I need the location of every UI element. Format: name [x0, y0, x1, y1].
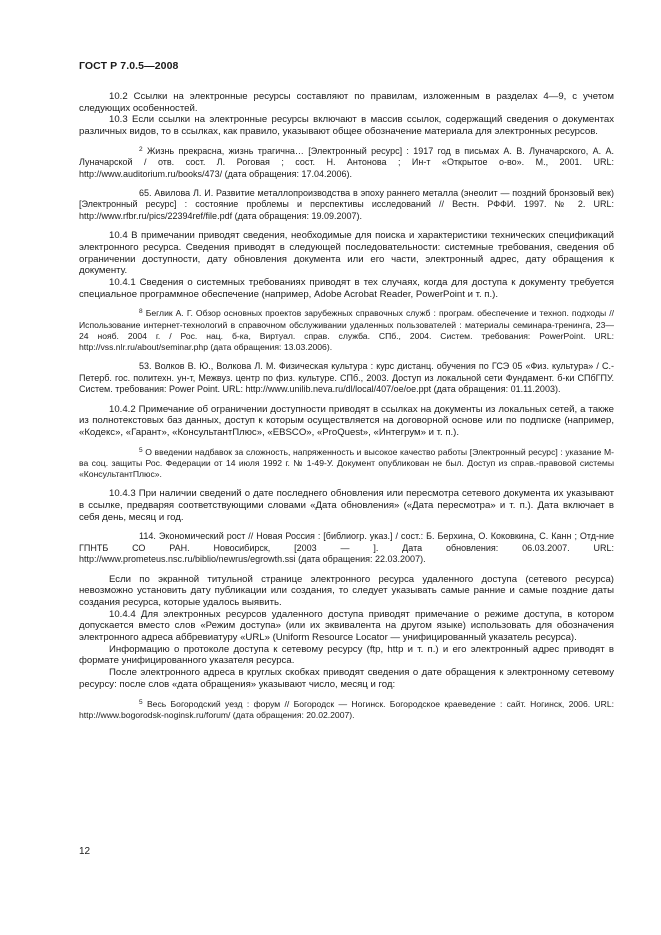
example-block — [79, 188, 614, 222]
example-text: О введении надбавок за сложность, напряженность и высокое качество работы [Электронный ресурс] : указание М-ва соц. защиты Рос. Федерации от 14 июля 1992 г. № 1-49-У. Документ опубликован не был. Доступ из справ.-правовой системы «КонсультантПлюс». — [79, 446, 614, 480]
footnote-marker: 5 — [139, 698, 143, 706]
example-block — [79, 447, 614, 481]
example-text: Жизнь прекрасна, жизнь трагична… [Электронный ресурс] : 1917 год в письмах А. В. Луначарского, А. А. Луначарской / отв. сост. Л. Роговая ; сост. Н. Антонова ; Ин-т «Открытое о-во». М., 2001. URL: http://www.auditorium.ru/books/473/ (дата обращения: 17.04.2006). — [79, 145, 614, 179]
paragraph-dates: Если по экранной титульной странице электронного ресурса удаленного доступа (сетевого ресурса) невозможно установить дату публикации или создания, то следует указывать самые ранние и самые поздние даты создания ресурса, которые удалось выявить. — [79, 573, 614, 608]
example-2: 65. Авилова Л. И. Развитие металлопроизводства в эпоху раннего металла (энеолит — поздний бронзовый век) [Электронный ресурс] : состояние проблемы и перспективы исследований // Вестн. РФФИ. 1997. № 2. URL: http://www.rfbr.ru/pics/22394ref/file.pdf (дата обращения: 19.09.2007). — [79, 188, 614, 221]
example-block — [79, 361, 614, 395]
paragraph-access-date: После электронного адреса в круглых скобках приводят сведения о дате обращения к электронному сетевому ресурсу: после слов «дата обращения» указывают число, месяц и год: — [79, 667, 614, 690]
page-number: 12 — [79, 846, 91, 857]
example-3 — [79, 308, 614, 353]
footnote-marker: 2 — [139, 145, 143, 153]
example-text: Весь Богородский уезд : форум // Богородск — Ногинск. Богородское краеведение : сайт. Ногинск, 2006. URL: http://www.bogorodsk-noginsk.ru/forum/ (дата обращения: 20.02.2007). — [79, 698, 614, 720]
footnote-marker: 5 — [139, 446, 143, 454]
footnote-marker: 8 — [139, 308, 143, 316]
paragraph-10-4-1: 10.4.1 Сведения о системных требованиях приводят в тех случаях, когда для доступа к документу требуется специальное программное обеспечение (например, Adobe Acrobat Reader, PowerPoint и т. п.). — [79, 277, 614, 300]
paragraph-10-4-3: 10.4.3 При наличии сведений о дате последнего обновления или пересмотра сетевого документа их указывают в ссылке, предваряя соответствующими словами «Дата обновления» («Дата пересмотра» и т. п.). Дата включает в себя день, месяц и год. — [79, 488, 614, 523]
paragraph-10-2: 10.2 Ссылки на электронные ресурсы составляют по правилам, изложенным в разделах 4—9, с учетом следующих особенностей. — [79, 91, 614, 114]
paragraph-10-4: 10.4 В примечании приводят сведения, необходимые для поиска и характеристики технических спецификаций электронного ресурса. Сведения приводят в следующей последовательности: системные требования, сведения об ограничении доступности, дату обновления документа или его части, электронный адрес, дату обращения к документу. — [79, 230, 614, 277]
example-5 — [79, 447, 614, 481]
page-header: ГОСТ Р 7.0.5—2008 — [79, 60, 179, 72]
paragraph-10-4-2: 10.4.2 Примечание об ограничении доступности приводят в ссылках на документы из локальных сетей, а также из полнотекстовых баз данных, доступ к которым осуществляется на договорной основе или по подписке (например, «Кодекс», «Гарант», «КонсультантПлюс», «EBSCO», «ProQuest», «Интегрум» и т. п.). — [79, 403, 614, 438]
example-1 — [79, 146, 614, 180]
example-6: 114. Экономический рост // Новая Россия : [библиогр. указ.] / сост.: Б. Берхина, О. Коковкина, С. Канн ; Отд-ние ГПНТБ СО РАН. Новосибирск, [2003 — ]. Дата обновления: 06.03.2007. URL: http://www.prometeus.nsc.ru/biblio/newrus/egrowth.ssi (дата обращения: 22.03.2007). — [79, 531, 614, 565]
example-text: Беглик А. Г. Обзор основных проектов зарубежных справочных служб : програм. обеспечение и техноп. подходы // Использование интернет-технологий в справочном обслуживании удаленных пользователей : материалы семинара-тренинга, 23—24 нояб. 2004 г. / Рос. нац. б-ка, Виртуал. справ. служба. СПб., 2004. Систем. требования: PowerPoint. URL: http://vss.nlr.ru/about/seminar.php (дата обращения: 13.03.2006). — [79, 308, 614, 353]
document-body — [79, 91, 614, 729]
example-block — [79, 531, 614, 565]
example-block — [79, 146, 614, 180]
paragraph-protocol: Информацию о протоколе доступа к сетевому ресурсу (ftp, http и т. п.) и его электронный адрес приводят в формате унифицированного указателя ресурса. — [79, 643, 614, 667]
paragraph-10-3: 10.3 Если ссылки на электронные ресурсы включают в массив ссылок, содержащий сведения о документах различных видов, то в ссылках, как правило, указывают общее обозначение материала для электронных ресурсов. — [79, 114, 614, 138]
example-4: 53. Волков В. Ю., Волкова Л. М. Физическая культура : курс дистанц. обучения по ГСЭ 05 «Физ. культура» / С.-Петерб. гос. политехн. ун-т, Межвуз. центр по физ. культуре. СПб., 2003. Доступ из локальной сети Фундамент. б-ки СПбГПУ. Систем. требования: Power Point. URL: http://www.unilib.neva.ru/dl/local/407/oe/oe.ppt (дата обращения: 01.11.2003). — [79, 361, 614, 395]
example-block — [79, 308, 614, 353]
example-7 — [79, 699, 614, 721]
example-block — [79, 699, 614, 721]
paragraph-10-4-4: 10.4.4 Для электронных ресурсов удаленного доступа приводят примечание о режиме доступа, в котором допускается вместо слов «Режим доступа» (или их эквивалента на другом языке) использовать для обозначения электронного адреса аббревиатуру «URL» (Uniform Resource Locator — унифицированный указатель ресурса). — [79, 608, 614, 644]
